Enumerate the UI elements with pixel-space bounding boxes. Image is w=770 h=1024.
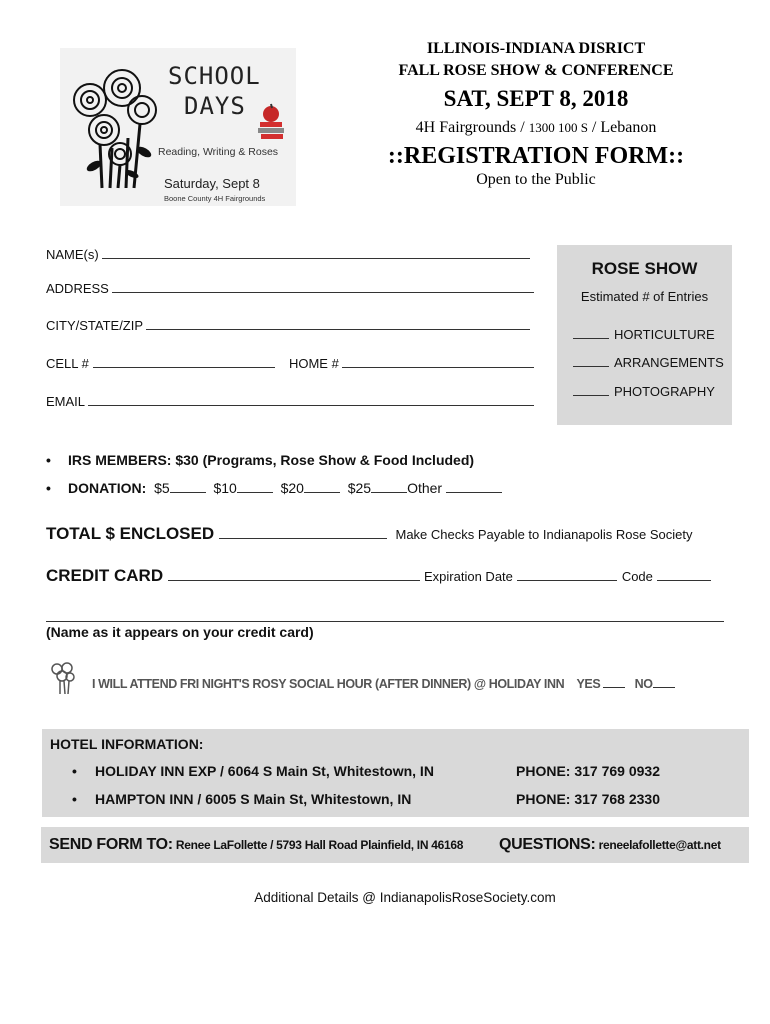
email-field[interactable] bbox=[46, 393, 534, 409]
phone-fields[interactable] bbox=[46, 355, 534, 371]
names-field[interactable] bbox=[46, 246, 530, 262]
address-field[interactable] bbox=[46, 280, 534, 296]
send-form-box bbox=[41, 827, 749, 863]
hotel-heading: HOTEL INFORMATION: bbox=[50, 736, 204, 752]
hotel-information-box bbox=[42, 729, 749, 817]
open-to-public: Open to the Public bbox=[476, 171, 596, 188]
header-line2: FALL ROSE SHOW & CONFERENCE bbox=[398, 62, 674, 79]
location-address: 1300 100 S bbox=[528, 120, 588, 135]
checks-payable-note: Make Checks Payable to Indianapolis Rose Society bbox=[395, 527, 693, 542]
location-city: / Lebanon bbox=[587, 119, 657, 136]
social-hour-rsvp[interactable] bbox=[92, 677, 675, 691]
hotel-hampton-inn: • HAMPTON INN / 6005 S Main St, Whitestown, IN bbox=[72, 791, 412, 807]
home-label: HOME # bbox=[288, 356, 339, 371]
code-label: Code bbox=[621, 569, 653, 584]
social-yes[interactable]: YES bbox=[576, 677, 601, 691]
roses-illustration-icon bbox=[60, 48, 170, 206]
name-note: (Name as it appears on your credit card) bbox=[46, 624, 314, 640]
entry-horticulture[interactable]: HORTICULTURE bbox=[573, 327, 715, 342]
logo-venue: Boone County 4H Fairgrounds bbox=[164, 194, 266, 203]
rose-show-title: ROSE SHOW bbox=[591, 259, 698, 278]
logo-title-line2: DAYS bbox=[184, 92, 246, 120]
names-label: NAME(s) bbox=[46, 247, 99, 262]
entry-photography[interactable]: PHOTOGRAPHY bbox=[573, 384, 715, 399]
hotel-hampton-inn-phone: PHONE: 317 768 2330 bbox=[516, 791, 660, 807]
cardholder-name-line[interactable] bbox=[46, 621, 724, 622]
school-days-logo bbox=[60, 48, 296, 206]
donation-label: DONATION: bbox=[68, 480, 147, 496]
social-no[interactable]: NO bbox=[634, 677, 653, 691]
send-form-to: SEND FORM TO: Renee LaFollette / 5793 Hall Road Plainfield, IN 46168 bbox=[49, 836, 464, 853]
logo-date: Saturday, Sept 8 bbox=[164, 176, 260, 191]
address-label: ADDRESS bbox=[46, 281, 109, 296]
donation-item[interactable]: • DONATION: $5 $10 $20 $25 Other bbox=[46, 480, 502, 496]
logo-title-line1: SCHOOL bbox=[168, 62, 261, 90]
city-label: CITY/STATE/ZIP bbox=[46, 318, 143, 333]
event-location bbox=[336, 119, 736, 137]
header-line1: ILLINOIS-INDIANA DISRICT bbox=[426, 40, 646, 57]
cell-label: CELL # bbox=[46, 356, 89, 371]
irs-members-item: • IRS MEMBERS: $30 (Programs, Rose Show & Food Included) bbox=[46, 452, 475, 468]
city-state-zip-field[interactable] bbox=[46, 317, 530, 333]
rose-show-box bbox=[557, 245, 732, 425]
form-title: ::REGISTRATION FORM:: bbox=[387, 143, 685, 169]
credit-card-field[interactable]: CREDIT CARD Expiration Date Code bbox=[46, 566, 711, 586]
hotel-holiday-inn: • HOLIDAY INN EXP / 6064 S Main St, Whitestown, IN bbox=[72, 763, 434, 779]
total-enclosed-field[interactable]: TOTAL $ ENCLOSED Make Checks Payable to Indianapolis Rose Society bbox=[46, 524, 693, 543]
social-hour-text: I WILL ATTEND FRI NIGHT'S ROSY SOCIAL HOUR (AFTER DINNER) @ HOLIDAY INN bbox=[92, 677, 565, 691]
logo-subtitle: Reading, Writing & Roses bbox=[158, 146, 279, 158]
entry-arrangements[interactable]: ARRANGEMENTS bbox=[573, 355, 724, 370]
hotel-holiday-inn-phone: PHONE: 317 769 0932 bbox=[516, 763, 660, 779]
questions-contact: QUESTIONS: reneelafollette@att.net bbox=[499, 836, 721, 853]
expiration-label: Expiration Date bbox=[424, 569, 513, 584]
footer-additional-details: Additional Details @ IndianapolisRoseSociety.com bbox=[254, 890, 556, 905]
rose-bouquet-icon bbox=[48, 661, 76, 695]
location-venue: 4H Fairgrounds / bbox=[415, 119, 529, 136]
rose-show-subtitle: Estimated # of Entries bbox=[580, 289, 709, 304]
event-date: SAT, SEPT 8, 2018 bbox=[443, 86, 629, 111]
email-label: EMAIL bbox=[46, 394, 85, 409]
apple-books-icon bbox=[256, 102, 286, 142]
